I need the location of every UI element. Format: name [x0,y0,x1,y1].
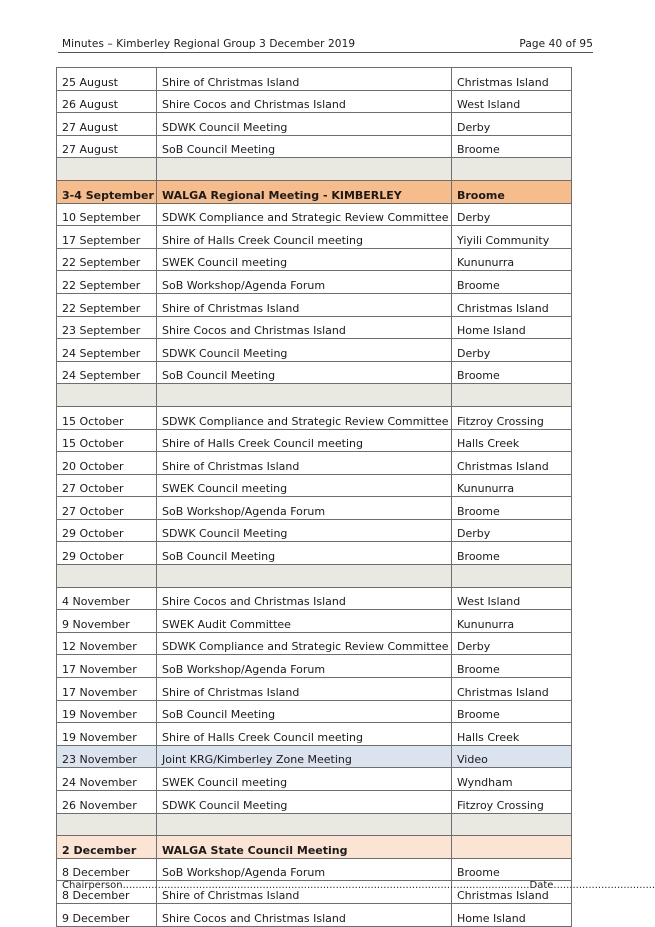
date-cell: 25 August [57,68,157,91]
spacer-cell [452,384,572,407]
location-cell: Christmas Island [452,678,572,701]
location-cell: Derby [452,519,572,542]
date-cell: 2 December [57,836,157,859]
signature-line: Chairperson................................................................................................................................Date................................ [62,880,655,891]
location-cell: Broome [452,858,572,881]
date-cell: 17 November [57,678,157,701]
date-cell: 8 December [57,858,157,881]
location-cell: Wyndham [452,768,572,791]
table-row [57,587,572,610]
event-cell: Shire Cocos and Christmas Island [157,90,452,113]
spacer-cell [157,158,452,181]
table-row [57,203,572,226]
table-row [57,248,572,271]
event-cell: Shire of Christmas Island [157,678,452,701]
table-row [57,542,572,565]
spacer-row [57,384,572,407]
spacer-cell [452,158,572,181]
event-cell: SDWK Council Meeting [157,791,452,814]
page-number: Page 40 of 95 [519,38,593,50]
date-cell: 9 November [57,610,157,633]
location-cell: Fitzroy Crossing [452,406,572,429]
location-cell: Fitzroy Crossing [452,791,572,814]
date-cell: 29 October [57,542,157,565]
location-cell: Kununurra [452,248,572,271]
location-cell: Home Island [452,316,572,339]
event-cell: SDWK Compliance and Strategic Review Committee [157,632,452,655]
location-cell: Broome [452,542,572,565]
event-cell: WALGA Regional Meeting - KIMBERLEY [157,180,452,203]
event-cell: SoB Council Meeting [157,135,452,158]
table-row [57,497,572,520]
date-cell: 20 October [57,452,157,475]
location-cell: West Island [452,90,572,113]
meeting-schedule-table [56,67,655,927]
table-row [57,723,572,746]
event-cell: WALGA State Council Meeting [157,836,452,859]
table-row [57,519,572,542]
location-cell: Broome [452,497,572,520]
location-cell: Broome [452,271,572,294]
event-cell: SDWK Council Meeting [157,113,452,136]
location-cell: Christmas Island [452,881,572,904]
table-row [57,293,572,316]
event-cell: Shire of Christmas Island [157,293,452,316]
table-row [57,610,572,633]
date-cell: 10 September [57,203,157,226]
location-cell: Broome [452,655,572,678]
spacer-row [57,565,572,588]
table-row [57,452,572,475]
location-cell: Halls Creek [452,723,572,746]
page-header [62,38,593,52]
location-cell: West Island [452,587,572,610]
event-cell: Shire of Christmas Island [157,452,452,475]
date-cell: 24 September [57,339,157,362]
date-cell: 24 November [57,768,157,791]
header-divider [58,52,593,53]
location-cell: Christmas Island [452,452,572,475]
date-cell: 19 November [57,700,157,723]
location-cell: Derby [452,339,572,362]
event-cell: Shire of Christmas Island [157,68,452,91]
spacer-row [57,813,572,836]
date-cell: 27 August [57,113,157,136]
date-cell: 4 November [57,587,157,610]
location-cell: Christmas Island [452,293,572,316]
table-row [57,632,572,655]
location-cell: Home Island [452,903,572,926]
spacer-cell [157,813,452,836]
table-row [57,768,572,791]
spacer-cell [157,565,452,588]
date-cell: 22 September [57,293,157,316]
schedule-body [57,68,655,927]
spacer-cell [57,813,157,836]
table-row [57,135,572,158]
date-cell: 15 October [57,429,157,452]
date-cell: 19 November [57,723,157,746]
date-cell: 3-4 September [57,180,157,203]
event-cell: Shire of Halls Creek Council meeting [157,429,452,452]
event-cell: Shire of Christmas Island [157,881,452,904]
spacer-cell [452,565,572,588]
location-cell: Broome [452,180,572,203]
location-cell: Derby [452,632,572,655]
event-cell: SDWK Compliance and Strategic Review Committee [157,203,452,226]
date-cell: 12 November [57,632,157,655]
event-cell: SoB Workshop/Agenda Forum [157,858,452,881]
table-row [57,180,572,203]
date-cell: 26 August [57,90,157,113]
location-cell: Halls Creek [452,429,572,452]
table-row [57,90,572,113]
date-cell: 29 October [57,519,157,542]
event-cell: Shire of Halls Creek Council meeting [157,723,452,746]
location-cell: Yiyili Community [452,226,572,249]
location-cell: Video [452,745,572,768]
event-cell: SWEK Audit Committee [157,610,452,633]
table-row [57,791,572,814]
location-cell [452,836,572,859]
event-cell: SDWK Council Meeting [157,519,452,542]
date-cell: 23 November [57,745,157,768]
event-cell: Shire Cocos and Christmas Island [157,903,452,926]
table-row [57,406,572,429]
date-cell: 17 November [57,655,157,678]
date-cell: 27 October [57,474,157,497]
event-cell: SWEK Council meeting [157,248,452,271]
event-cell: SoB Council Meeting [157,361,452,384]
event-cell: SoB Council Meeting [157,542,452,565]
table-row [57,68,572,91]
spacer-cell [452,813,572,836]
table-row [57,745,572,768]
event-cell: Joint KRG/Kimberley Zone Meeting [157,745,452,768]
spacer-cell [57,384,157,407]
table-row [57,655,572,678]
spacer-cell [57,158,157,181]
location-cell: Broome [452,135,572,158]
event-cell: SDWK Compliance and Strategic Review Committee [157,406,452,429]
spacer-row [57,158,572,181]
date-cell: 22 September [57,248,157,271]
table-row [57,474,572,497]
table-row [57,271,572,294]
table-row [57,339,572,362]
location-cell: Broome [452,361,572,384]
event-cell: SoB Workshop/Agenda Forum [157,497,452,520]
date-cell: 23 September [57,316,157,339]
table-row [57,316,572,339]
location-cell: Derby [452,113,572,136]
event-cell: SoB Workshop/Agenda Forum [157,655,452,678]
event-cell: SDWK Council Meeting [157,339,452,362]
event-cell: SoB Council Meeting [157,700,452,723]
date-cell: 27 August [57,135,157,158]
location-cell: Broome [452,700,572,723]
spacer-cell [157,384,452,407]
location-cell: Derby [452,203,572,226]
event-cell: SoB Workshop/Agenda Forum [157,271,452,294]
location-cell: Kununurra [452,610,572,633]
location-cell: Christmas Island [452,68,572,91]
event-cell: SWEK Council meeting [157,768,452,791]
table-row [57,903,572,926]
date-cell: 15 October [57,406,157,429]
document-title: Minutes – Kimberley Regional Group 3 December 2019 [62,38,356,50]
table-row [57,429,572,452]
table-row [57,226,572,249]
table-row [57,836,572,859]
table-row [57,858,572,881]
date-cell: 22 September [57,271,157,294]
spacer-cell [57,565,157,588]
table-row [57,361,572,384]
table-row [57,678,572,701]
location-cell: Kununurra [452,474,572,497]
date-cell: 27 October [57,497,157,520]
table-row [57,113,572,136]
date-cell: 24 September [57,361,157,384]
date-cell: 8 December [57,881,157,904]
event-cell: SWEK Council meeting [157,474,452,497]
table-row [57,700,572,723]
date-cell: 17 September [57,226,157,249]
date-cell: 9 December [57,903,157,926]
event-cell: Shire of Halls Creek Council meeting [157,226,452,249]
event-cell: Shire Cocos and Christmas Island [157,587,452,610]
date-cell: 26 November [57,791,157,814]
event-cell: Shire Cocos and Christmas Island [157,316,452,339]
